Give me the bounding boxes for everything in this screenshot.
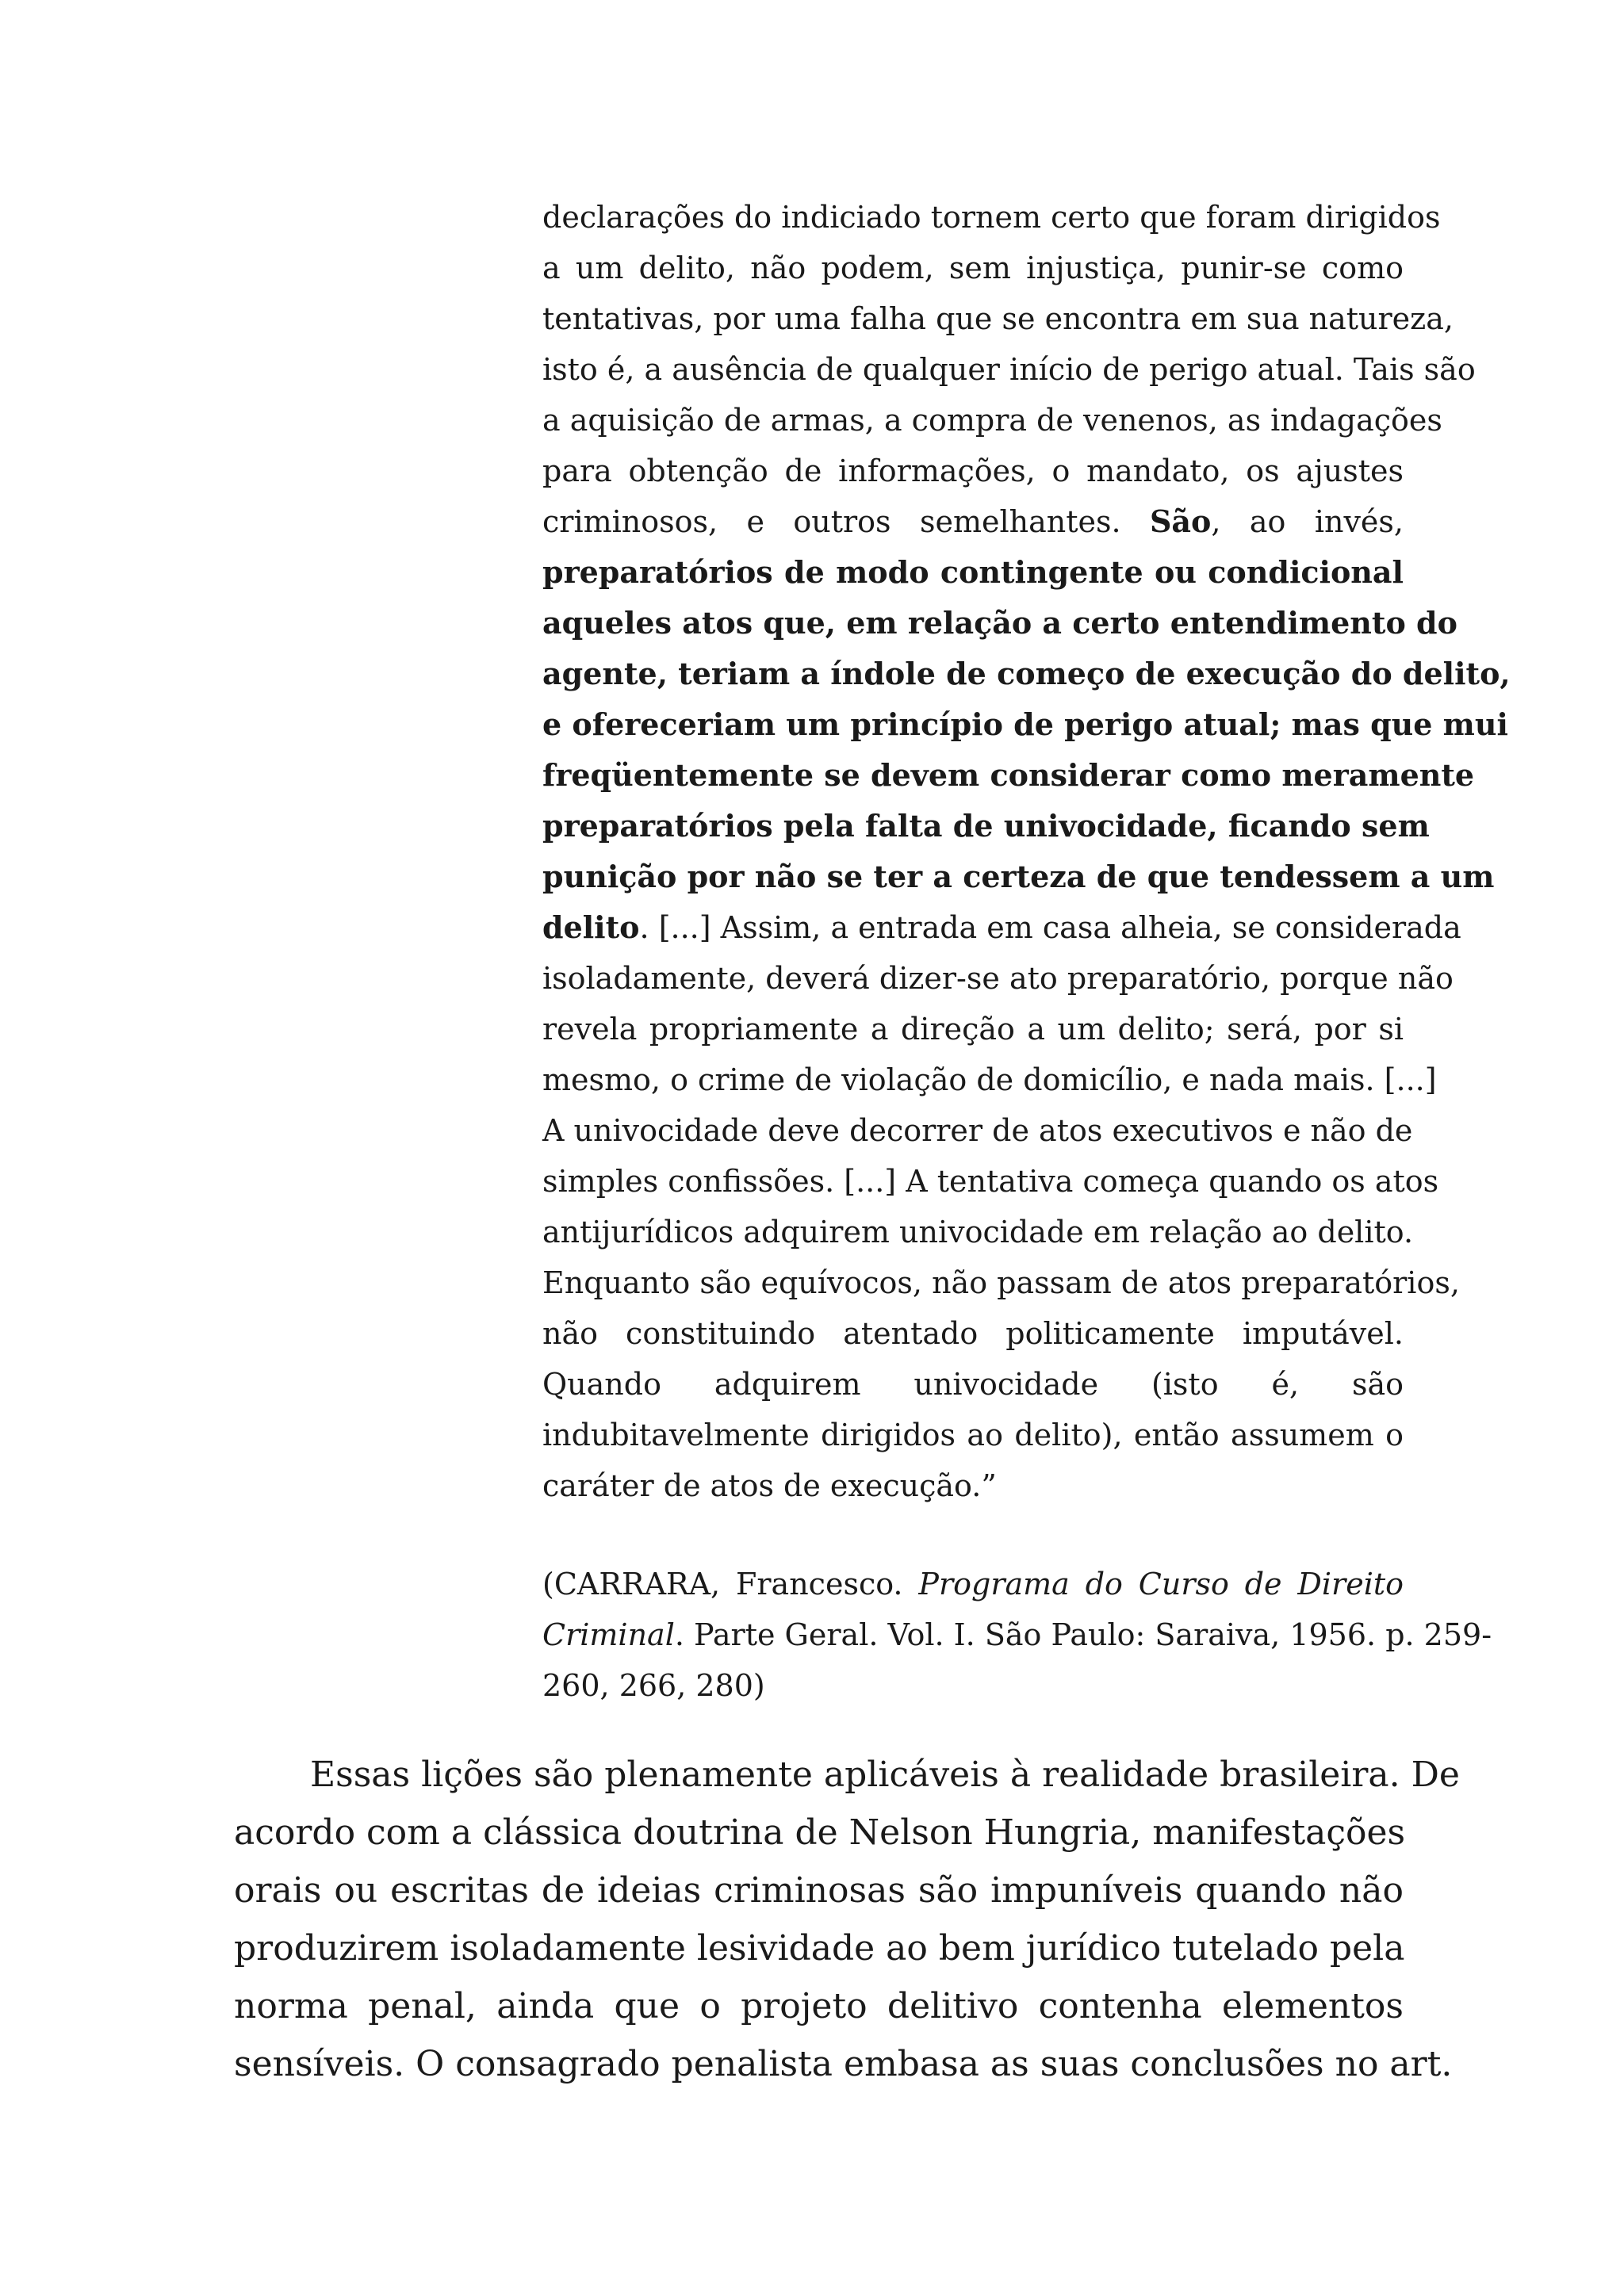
quote-line bbox=[542, 1257, 1460, 1308]
text-run: simples confissões. [...] A tentativa começa quando os atos bbox=[542, 1164, 1439, 1199]
quote-line bbox=[542, 1359, 1404, 1410]
text-run: Quando adquirem univocidade (isto é, são bbox=[542, 1367, 1404, 1402]
text-run: isoladamente, deverá dizer-se ato preparatório, porque não bbox=[542, 961, 1454, 996]
quote-line bbox=[542, 192, 1441, 243]
quote-line bbox=[542, 1410, 1404, 1460]
quote-line bbox=[542, 1156, 1439, 1207]
bold-text: punição por não se ter a certeza de que tendessem a um bbox=[542, 859, 1495, 894]
italic-text: Criminal bbox=[542, 1617, 675, 1652]
italic-text: Programa do Curso de Direito bbox=[918, 1567, 1404, 1601]
body-line: sensíveis. O consagrado penalista embasa as suas conclusões no art. bbox=[234, 2044, 1453, 2084]
text-run: (CARRARA, Francesco. bbox=[542, 1567, 919, 1601]
bold-text: São bbox=[1149, 503, 1212, 539]
text-run: não constituindo atentado politicamente imputável. bbox=[542, 1316, 1404, 1351]
bold-text: freqüentemente se devem considerar como meramente bbox=[542, 757, 1475, 793]
bold-text: agente, teriam a índole de começo de execução do delito, bbox=[542, 656, 1511, 691]
quote-line bbox=[542, 496, 1404, 547]
body-line: acordo com a clássica doutrina de Nelson Hungria, manifestações bbox=[234, 1812, 1406, 1853]
text-run: caráter de atos de execução.” bbox=[542, 1468, 997, 1503]
body-line: orais ou escritas de ideias criminosas são impuníveis quando não bbox=[234, 1870, 1404, 1911]
text-run: Enquanto são equívocos, não passam de atos preparatórios, bbox=[542, 1265, 1460, 1300]
text-run: para obtenção de informações, o mandato, os ajustes bbox=[542, 453, 1404, 488]
quote-line bbox=[542, 1460, 1404, 1511]
quote-line bbox=[542, 598, 1457, 649]
text-run: a aquisição de armas, a compra de venenos, as indagações bbox=[542, 403, 1442, 438]
text-run: isto é, a ausência de qualquer início de perigo atual. Tais são bbox=[542, 352, 1476, 387]
text-run: a um delito, não podem, sem injustiça, punir-se como bbox=[542, 251, 1404, 285]
text-run: . Parte Geral. Vol. I. São Paulo: Saraiva, 1956. p. 259- bbox=[674, 1617, 1492, 1652]
text-run: tentativas, por uma falha que se encontra em sua natureza, bbox=[542, 301, 1454, 336]
quote-line bbox=[542, 750, 1475, 801]
body-line: norma penal, ainda que o projeto delitivo contenha elementos bbox=[234, 1986, 1404, 2026]
text-run: revela propriamente a direção a um delito; será, por si bbox=[542, 1012, 1404, 1047]
quote-line bbox=[542, 699, 1508, 750]
bold-text: preparatórios de modo contingente ou condicional bbox=[542, 554, 1404, 590]
bold-text: e ofereceriam um princípio de perigo atual; mas que mui bbox=[542, 706, 1508, 742]
bold-text: aqueles atos que, em relação a certo entendimento do bbox=[542, 605, 1457, 641]
quote-line bbox=[542, 446, 1404, 496]
quote-line bbox=[542, 395, 1442, 446]
quote-line bbox=[542, 1105, 1413, 1156]
body-line: produzirem isoladamente lesividade ao bem jurídico tutelado pela bbox=[234, 1928, 1405, 1969]
body-paragraph bbox=[234, 1746, 1460, 2093]
text-run: 260, 266, 280) bbox=[542, 1668, 765, 1703]
quote-line bbox=[542, 801, 1430, 851]
quote-line bbox=[542, 344, 1476, 395]
quote-line bbox=[542, 243, 1404, 293]
text-run: . [...] Assim, a entrada em casa alheia, se considerada bbox=[639, 910, 1461, 945]
text-run: , ao invés, bbox=[1211, 504, 1404, 539]
body-line: Essas lições são plenamente aplicáveis à realidade brasileira. De bbox=[310, 1755, 1460, 1795]
bold-text: delito bbox=[542, 909, 640, 945]
quote-line bbox=[542, 649, 1511, 699]
bold-text: preparatórios pela falta de univocidade, ficando sem bbox=[542, 808, 1430, 844]
citation-line bbox=[542, 1559, 1404, 1609]
text-run: criminosos, e outros semelhantes. bbox=[542, 504, 1150, 539]
text-run: declarações do indiciado tornem certo que foram dirigidos bbox=[542, 200, 1441, 235]
quote-line bbox=[542, 1054, 1437, 1105]
quote-line bbox=[542, 1004, 1404, 1054]
text-run: A univocidade deve decorrer de atos executivos e não de bbox=[542, 1113, 1413, 1148]
quote-line bbox=[542, 1308, 1404, 1359]
citation-reference bbox=[542, 1559, 1492, 1711]
text-run: indubitavelmente dirigidos ao delito), então assumem o bbox=[542, 1418, 1404, 1452]
quote-line bbox=[542, 293, 1454, 344]
quote-line bbox=[542, 1207, 1414, 1257]
quote-line bbox=[542, 953, 1454, 1004]
text-run: mesmo, o crime de violação de domicílio, e nada mais. [...] bbox=[542, 1062, 1437, 1097]
block-quote bbox=[542, 192, 1511, 1511]
citation-line bbox=[542, 1609, 1492, 1660]
text-run: antijurídicos adquirem univocidade em relação ao delito. bbox=[542, 1215, 1414, 1249]
quote-line bbox=[542, 902, 1461, 953]
quote-line bbox=[542, 851, 1495, 902]
quote-line bbox=[542, 547, 1404, 598]
citation-line bbox=[542, 1660, 1404, 1711]
